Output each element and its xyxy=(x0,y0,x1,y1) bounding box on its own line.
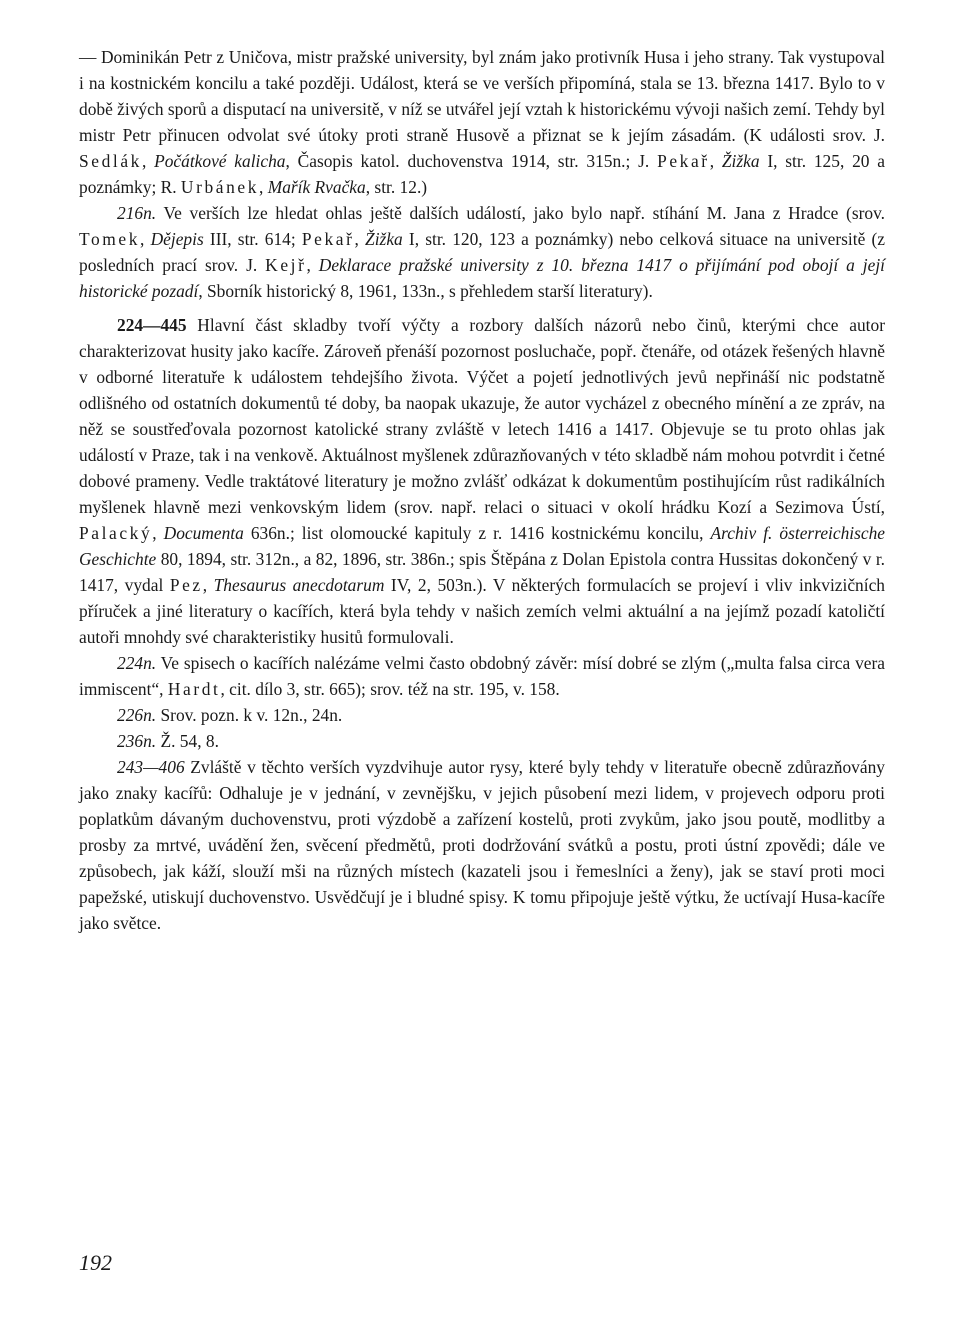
note-paragraph: 236n. Ž. 54, 8. xyxy=(117,731,219,751)
work-title: Thesaurus anecdotarum xyxy=(213,575,385,595)
author-name: Urbánek xyxy=(180,177,259,197)
note-paragraph: — Dominikán Petr z Uničova, mistr pražské university, byl znám jako protivník Husa i jeho strany. Tak vystupoval i na kostnickém koncilu a také později. Událost, která se ve verších připomíná, stala se 13. března 1417. Bylo to v době živých sporů a disputací na universitě, v níž se utvářel její vztah k historickému vývoji našich zemí. Tehdy byl mistr Petr přinucen odvolat své útoky proti straně Husově a přiznat se k jejím zásadám. (K události srov. J. Sedlák, Počátkové kalicha, Časopis katol. duchovenstva 1914, str. 315n.; J. Pekař, Žižka I, str. 125, 20 a poznámky; R. Urbánek, Mařík Rvačka, str. 12.) xyxy=(79,47,886,197)
author-name: Pez xyxy=(169,575,203,595)
work-title: Documenta xyxy=(163,523,244,543)
note-paragraph: 224n. Ve spisech o kacířích nalézáme velmi často obdobný závěr: mísí dobré se zlým („multa falsa circa vera immiscent“, Hardt, cit. dílo 3, str. 665); srov. též na str. 195, v. 158. xyxy=(79,653,885,699)
verse-range: 224—445 xyxy=(117,315,187,335)
note-paragraph: 216n. Ve verších lze hledat ohlas ještě dalších událostí, jako bylo např. stíhání M. Jana z Hradce (srov. Tomek, Dějepis III, str. 614; Pekař, Žižka I, str. 120, 123 a poznámky) nebo celková situace na universitě (z posledních prací srov. J. Kejř, Deklarace pražské university z 10. března 1417 o přijímání pod obojí a její historické pozadí, Sborník historický 8, 1961, 133n., s přehledem starší literatury). xyxy=(79,203,886,301)
work-title: Počátkové kalicha xyxy=(154,151,286,171)
work-title: Deklarace pražské university z 10. března 1417 o přijímání pod obojí a její historické pozadí xyxy=(79,255,885,301)
work-title: Archiv f. österreichische Geschichte xyxy=(79,523,886,569)
work-title: Žižka xyxy=(365,229,403,249)
verse-range: 243—406 xyxy=(117,757,185,777)
verse-reference: 226n. xyxy=(117,705,157,725)
verse-reference: 224n. xyxy=(117,653,157,673)
paragraph-gap xyxy=(79,304,885,312)
verse-reference: 216n. xyxy=(117,203,157,223)
page-number: 192 xyxy=(79,1250,112,1275)
author-name: Hardt xyxy=(167,679,221,699)
author-name: Pekař xyxy=(657,151,710,171)
author-name: Pekař xyxy=(301,229,355,249)
work-title: Dějepis xyxy=(150,229,204,249)
page-body xyxy=(79,44,885,936)
note-paragraph: 224—445 Hlavní část skladby tvoří výčty a rozbory dalších názorů nebo činů, kterými chce autor charakterizovat husity jako kacíře. Zároveň přenáší pozornost posluchače, popř. čtenáře, od otázek řešených hlavně v odborné literatuře k událostem tehdejšího života. Výčet a pojetí jednotlivých jevů nepřináší nic podstatně odlišného od ostatních dokumentů té doby, ba naopak ukazuje, že autor vycházel z obecného mínění a ze zpráv, na něž se soustřeďovala pozornost katolické strany zvláště v letech 1416 a 1417. Objevuje se tu proto ohlas jak událostí v Praze, tak i na venkově. Aktuálnost myšlenek zdůrazňovaných v této skladbě nám mohou potvrdit i četné dobové prameny. Vedle traktátové literatury je možno zvlášť odkázat k dokumentům postihujícím růst radikálních myšlenek hlavně mezi venkovským lidem (srov. např. relaci o situaci v okolí hrádku Kozí a Sezimova Ústí, Palacký, Documenta 636n.; list olomoucké kapituly z r. 1416 kostnickému koncilu, Archiv f. österreichische Geschichte 80, 1894, str. 312n., a 82, 1896, str. 386n.; spis Štěpána z Dolan Epistola contra Hussitas dokončený v r. 1417, vydal Pez, Thesaurus anecdotarum IV, 2, 503n.). V některých formulacích se projeví i vliv inkvizičních příruček a jiné literatury o kacířích, která byla tehdy v našich zemích velmi aktuální a na jejímž pozadí katoličtí autoři mnohdy své charakteristiky husitů formulovali. xyxy=(79,315,886,647)
note-paragraph: 226n. Srov. pozn. k v. 12n., 24n. xyxy=(117,705,343,725)
author-name: Sedlák xyxy=(79,151,142,171)
author-name: Palacký xyxy=(79,523,153,543)
verse-reference: 236n. xyxy=(117,731,157,751)
work-title: Žižka xyxy=(721,151,760,171)
author-name: Tomek xyxy=(79,229,141,249)
note-paragraph: 243—406 Zvláště v těchto verších vyzdvihuje autor rysy, které byly tehdy v literatuře obecně zdůrazňovány jako znaky kacířů: Odhaluje je v jednání, v zevnějšku, v jejich působení mezi lidem, v projevech odporu proti poplatkům dávaným duchovenstvu, proti výzdobě a zařízení kostelů, proti zvykům, jako jsou poutě, modlitby a prosby za mrtvé, uvádění žen, svěcení předmětů, proti dodržování svátků a postu, proti ústní zpovědi; dále ve způsobech, jak káží, slouží mši na různých místech (kazateli jsou i řemeslníci a ženy), jak se staví proti moci papežské, utiskují duchovenstvo. Usvědčují je i bludné spisy. K tomu připojuje ještě výtku, že uctívají Husa-kacíře jako světce. xyxy=(79,757,885,933)
author-name: Kejř xyxy=(265,255,307,275)
work-title: Mařík Rvačka xyxy=(267,177,366,197)
